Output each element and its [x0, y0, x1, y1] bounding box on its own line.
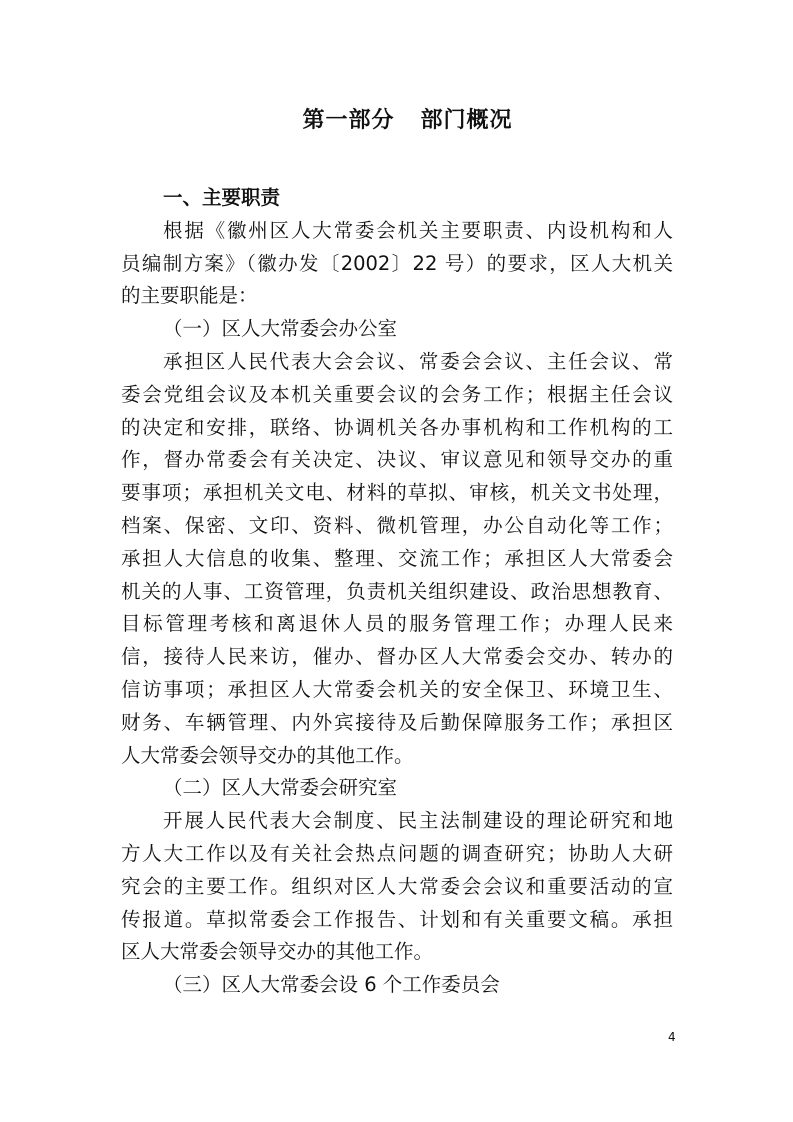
document-body	[121, 182, 673, 1002]
text-line: 的主要职能是：	[121, 284, 258, 308]
text-line: 承担人大信息的收集、整理、交流工作；承担区人大常委会	[121, 546, 673, 570]
text-line: （一）区人大常委会办公室	[163, 317, 398, 341]
section-heading: 一、主要职责	[163, 186, 281, 209]
text-line: 根据《徽州区人大常委会机关主要职责、内设机构和人	[163, 218, 673, 242]
text-line: 档案、保密、文印、资料、微机管理，办公自动化等工作；	[121, 513, 673, 537]
text-line: 承担区人民代表大会会议、常委会会议、主任会议、常	[163, 349, 673, 373]
page-number: 4	[668, 1030, 676, 1044]
text-line: 传报道。草拟常委会工作报告、计划和有关重要文稿。承担	[121, 907, 673, 931]
text-line: 要事项；承担机关文电、材料的草拟、审核，机关文书处理，	[121, 481, 673, 505]
text-line: 的决定和安排，联络、协调机关各办事机构和工作机构的工	[121, 415, 673, 439]
text-line: （三）区人大常委会设 6 个工作委员会	[163, 973, 500, 997]
text-line: 委会党组会议及本机关重要会议的会务工作；根据主任会议	[121, 382, 673, 406]
page-title: 第一部分 部门概况	[302, 108, 513, 133]
text-line: 区人大常委会领导交办的其他工作。	[121, 940, 434, 964]
text-line: 方人大工作以及有关社会热点问题的调查研究；协助人大研	[121, 841, 673, 865]
text-line: 究会的主要工作。组织对区人大常委会会议和重要活动的宣	[121, 874, 673, 898]
text-line: 人大常委会领导交办的其他工作。	[121, 743, 414, 767]
text-line: 信，接待人民来访，催办、督办区人大常委会交办、转办的	[121, 645, 673, 669]
text-line: 财务、车辆管理、内外宾接待及后勤保障服务工作；承担区	[121, 710, 673, 734]
text-line: （二）区人大常委会研究室	[163, 776, 398, 800]
text-line: 目标管理考核和离退休人员的服务管理工作；办理人民来	[121, 612, 673, 636]
text-line: 作，督办常委会有关决定、决议、审议意见和领导交办的重	[121, 448, 673, 472]
text-line: 开展人民代表大会制度、民主法制建设的理论研究和地	[163, 809, 673, 833]
text-line: 员编制方案》（徽办发〔2002〕22 号）的要求，区人大机关	[121, 251, 673, 275]
text-line: 机关的人事、工资管理，负责机关组织建设、政治思想教育、	[121, 579, 673, 603]
text-line: 信访事项；承担区人大常委会机关的安全保卫、环境卫生、	[121, 677, 673, 701]
